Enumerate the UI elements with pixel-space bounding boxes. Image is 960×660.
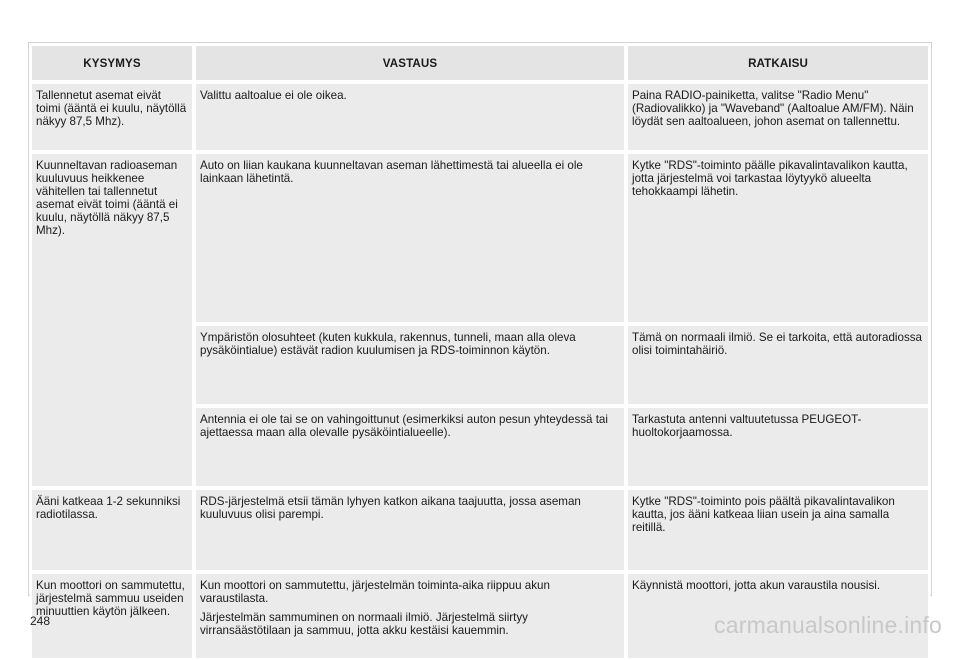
solution-cell [626, 488, 930, 572]
solution-text: Kytke "RDS"-toiminto pois päältä pikavalintavalikon kautta, jos ääni katkeaa liian usein ja aina samalla reitillä. [632, 495, 895, 534]
header-answer: VASTAUS [194, 44, 626, 82]
question-cell [30, 572, 194, 660]
watermark: carmanualsonline.info [714, 612, 942, 638]
answer-text: Ympäristön olosuhteet (kuten kukkula, rakennus, tunneli, maan alla oleva pysäköintialue) estävät radion kuulumisen ja RDS-toiminnon käytön. [200, 331, 576, 357]
question-text: Ääni katkeaa 1-2 sekunniksi radiotilassa. [36, 495, 181, 521]
question-text: Tallennetut asemat eivät toimi (ääntä ei kuulu, näytöllä näkyy 87,5 Mhz). [36, 89, 187, 128]
answer-cell [194, 152, 626, 324]
solution-text: Tämä on normaali ilmiö. Se ei tarkoita, että autoradiossa olisi toimintahäiriö. [632, 331, 922, 357]
question-text: Kun moottori on sammutettu, järjestelmä sammuu useiden minuuttien käytön jälkeen. [36, 579, 185, 618]
answer-text: Auto on liian kaukana kuunneltavan aseman lähettimestä tai alueella ei ole lainkaan lähetintä. [200, 159, 583, 185]
answer-cell [194, 572, 626, 660]
answer-cell [194, 406, 626, 488]
solution-cell [626, 152, 930, 324]
page-number: 248 [30, 614, 51, 628]
question-cell [30, 82, 194, 152]
answer-text: RDS-järjestelmä etsii tämän lyhyen katkon aikana taajuutta, jossa aseman kuuluvuus olisi parempi. [200, 495, 581, 521]
solution-cell [626, 324, 930, 406]
answer-cell [194, 82, 626, 152]
solution-cell [626, 406, 930, 488]
solution-text: Kytke "RDS"-toiminto päälle pikavalintavalikon kautta, jotta järjestelmä voi tarkastaa löytyykö alueelta tehokkaampi lähetin. [632, 159, 908, 198]
answer-cell [194, 324, 626, 406]
answer-text: Valittu aaltoalue ei ole oikea. [200, 89, 347, 102]
header-solution: RATKAISU [626, 44, 930, 82]
solution-text: Tarkastuta antenni valtuutetussa PEUGEOT-huoltokorjaamossa. [632, 413, 862, 439]
troubleshooting-table [30, 44, 930, 660]
solution-cell [626, 82, 930, 152]
answer-cell [194, 488, 626, 572]
solution-text: Käynnistä moottori, jotta akun varaustila nousisi. [632, 579, 881, 592]
solution-text: Paina RADIO-painiketta, valitse "Radio Menu" (Radiovalikko) ja "Waveband" (Aaltoalue AM/FM). Näin löydät sen aaltoalueen, johon asemat on tallennettu. [632, 89, 914, 128]
question-text: Kuunneltavan radioaseman kuuluvuus heikkenee vähitellen tai tallennetut asemat eivät toimi (ääntä ei kuulu, näytöllä näkyy 87,5 Mhz). [36, 159, 178, 237]
question-cell [30, 152, 194, 488]
question-cell [30, 488, 194, 572]
answer-text: Antennia ei ole tai se on vahingoittunut (esimerkiksi auton pesun yhteydessä tai ajettaessa maan alla olevalle pysäköintialueelle). [200, 413, 608, 439]
answer-text: Järjestelmän sammuminen on normaali ilmiö. Järjestelmä siirtyy virransäästötilaan ja sammuu, jotta akku kestäisi kauemmin. [200, 611, 528, 637]
answer-text: Kun moottori on sammutettu, järjestelmän toiminta-aika riippuu akun varaustilasta. [200, 579, 550, 605]
header-question: KYSYMYS [30, 44, 194, 82]
